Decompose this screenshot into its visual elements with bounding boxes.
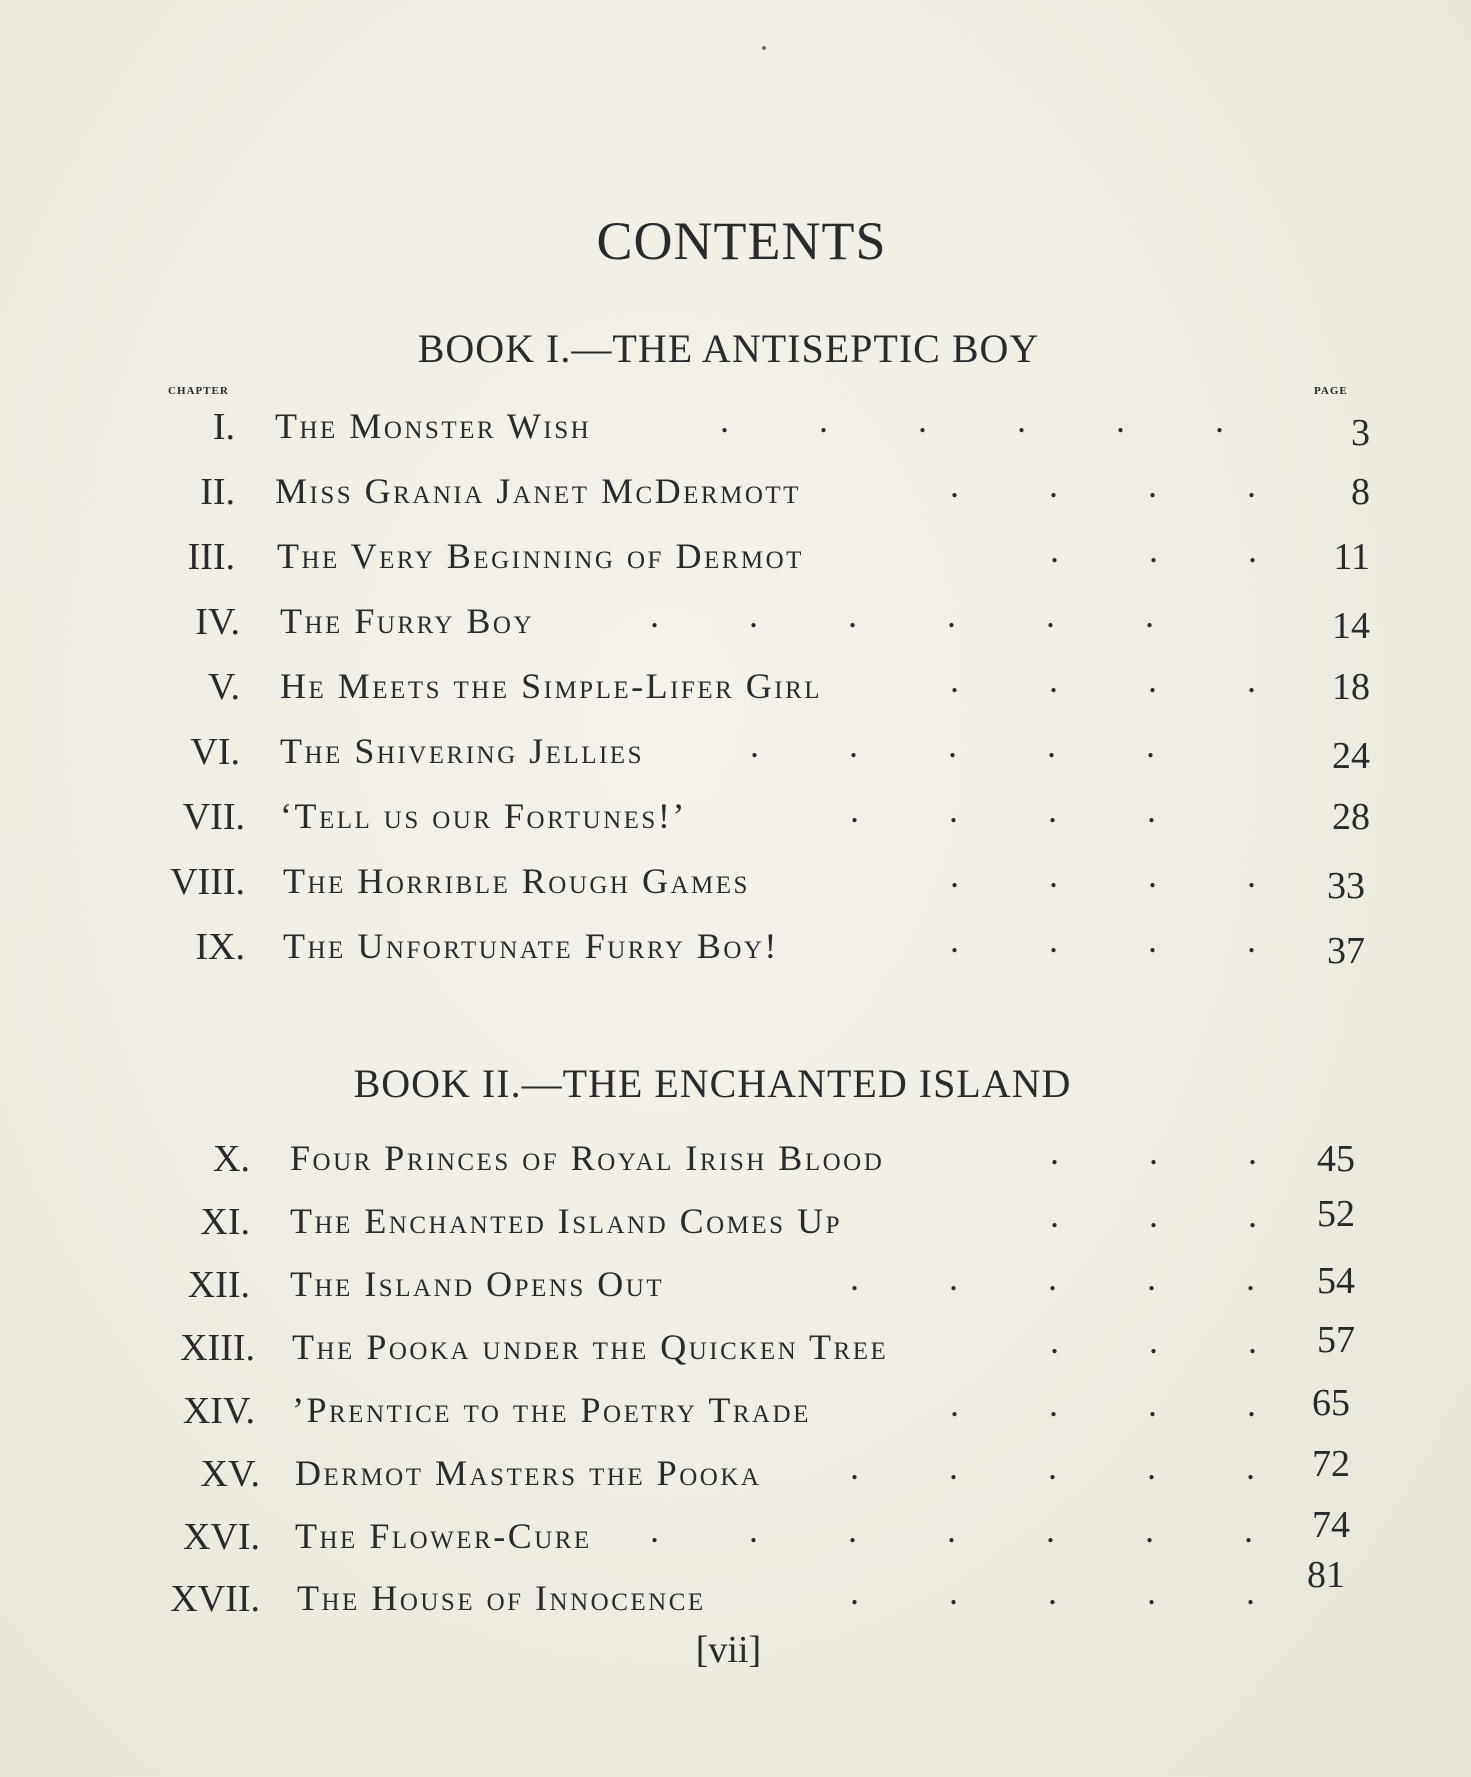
- chapter-numeral: IV.: [195, 601, 240, 643]
- dot-leader: . . . . . .: [650, 595, 1154, 635]
- dot-leader: . . .: [1050, 1195, 1257, 1235]
- chapter-numeral: II.: [200, 471, 235, 513]
- page-folio: [vii]: [695, 1629, 762, 1671]
- page-number: 45: [1317, 1138, 1355, 1180]
- page-number: 74: [1312, 1504, 1350, 1546]
- chapter-numeral: XII.: [187, 1264, 250, 1306]
- page-number: 11: [1333, 536, 1370, 578]
- page-number: 81: [1307, 1554, 1345, 1596]
- chapter-numeral: VI.: [190, 731, 240, 773]
- chapter-title: ‘Tell us our Fortunes!’: [280, 796, 687, 836]
- chapter-title: The Unfortunate Furry Boy!: [283, 926, 779, 966]
- chapter-numeral: V.: [207, 666, 240, 708]
- page-number: 28: [1332, 796, 1370, 838]
- ink-speck: [762, 46, 766, 50]
- chapter-title: The Monster Wish: [275, 406, 592, 446]
- page-number: 18: [1332, 666, 1370, 708]
- page-number: 14: [1332, 605, 1370, 647]
- chapter-numeral: IX.: [195, 926, 245, 968]
- chapter-title: Dermot Masters the Pooka: [295, 1453, 762, 1493]
- dot-leader: . . . .: [950, 465, 1256, 505]
- dot-leader: . . . .: [950, 660, 1256, 700]
- chapter-title: Four Princes of Royal Irish Blood: [290, 1138, 885, 1178]
- chapter-numeral: XI.: [200, 1201, 250, 1243]
- page-number: 54: [1317, 1260, 1355, 1302]
- chapter-title: He Meets the Simple-Lifer Girl: [280, 666, 823, 706]
- chapter-title: The Enchanted Island Comes Up: [290, 1201, 842, 1241]
- chapter-numeral: XIV.: [182, 1390, 255, 1432]
- chapter-numeral: VII.: [182, 796, 245, 838]
- dot-leader: . . . .: [950, 1384, 1256, 1424]
- dot-leader: . . . . .: [850, 1447, 1255, 1487]
- dot-leader: . . . . . .: [720, 400, 1224, 440]
- dot-leader: . . . .: [950, 920, 1256, 960]
- book-2-heading: BOOK II.—THE ENCHANTED ISLAND: [353, 1061, 1072, 1106]
- chapter-title: ’Prentice to the Poetry Trade: [292, 1390, 811, 1430]
- dot-leader: . . .: [1050, 530, 1257, 570]
- dot-leader: . . . . . . .: [650, 1510, 1253, 1550]
- dot-leader: . . . . .: [750, 725, 1155, 765]
- page-number: 3: [1351, 412, 1370, 454]
- chapter-numeral: VIII.: [170, 861, 245, 903]
- dot-leader: . . .: [1050, 1321, 1257, 1361]
- book-1-heading: BOOK I.—THE ANTISEPTIC BOY: [417, 326, 1040, 371]
- chapter-title: The Shivering Jellies: [280, 731, 644, 771]
- dot-leader: . . . . .: [850, 1572, 1255, 1612]
- page-number: 65: [1312, 1382, 1350, 1424]
- page-number: 8: [1351, 471, 1370, 513]
- chapter-numeral: XV.: [200, 1453, 260, 1495]
- chapter-title: The Island Opens Out: [290, 1264, 665, 1304]
- page-number: 72: [1312, 1443, 1350, 1485]
- dot-leader: . . . . .: [850, 1258, 1255, 1298]
- chapter-numeral: XVII.: [170, 1578, 260, 1620]
- chapter-title: Miss Grania Janet McDermott: [275, 471, 801, 511]
- dot-leader: . . . .: [850, 790, 1156, 830]
- chapter-title: The Pooka under the Quicken Tree: [292, 1327, 889, 1367]
- chapter-numeral: I.: [212, 406, 235, 448]
- chapter-numeral: XIII.: [180, 1327, 255, 1369]
- chapter-title: The House of Innocence: [297, 1578, 706, 1618]
- chapter-title: The Flower-Cure: [295, 1516, 592, 1556]
- chapter-numeral: III.: [187, 536, 235, 578]
- dot-leader: . . .: [1050, 1132, 1257, 1172]
- page-number: 33: [1327, 865, 1365, 907]
- page-number: 37: [1327, 930, 1365, 972]
- chapter-numeral: XVI.: [182, 1516, 260, 1558]
- chapter-title: The Horrible Rough Games: [283, 861, 750, 901]
- page-number: 57: [1317, 1319, 1355, 1361]
- chapter-title: The Very Beginning of Dermot: [277, 536, 804, 576]
- chapter-numeral: X.: [213, 1138, 250, 1180]
- chapter-column-label: chapter: [168, 382, 229, 398]
- contents-title: CONTENTS: [596, 211, 887, 271]
- page-number: 52: [1317, 1193, 1355, 1235]
- page-number: 24: [1332, 735, 1370, 777]
- dot-leader: . . . .: [950, 855, 1256, 895]
- chapter-title: The Furry Boy: [280, 601, 535, 641]
- page-column-label: page: [1314, 382, 1348, 398]
